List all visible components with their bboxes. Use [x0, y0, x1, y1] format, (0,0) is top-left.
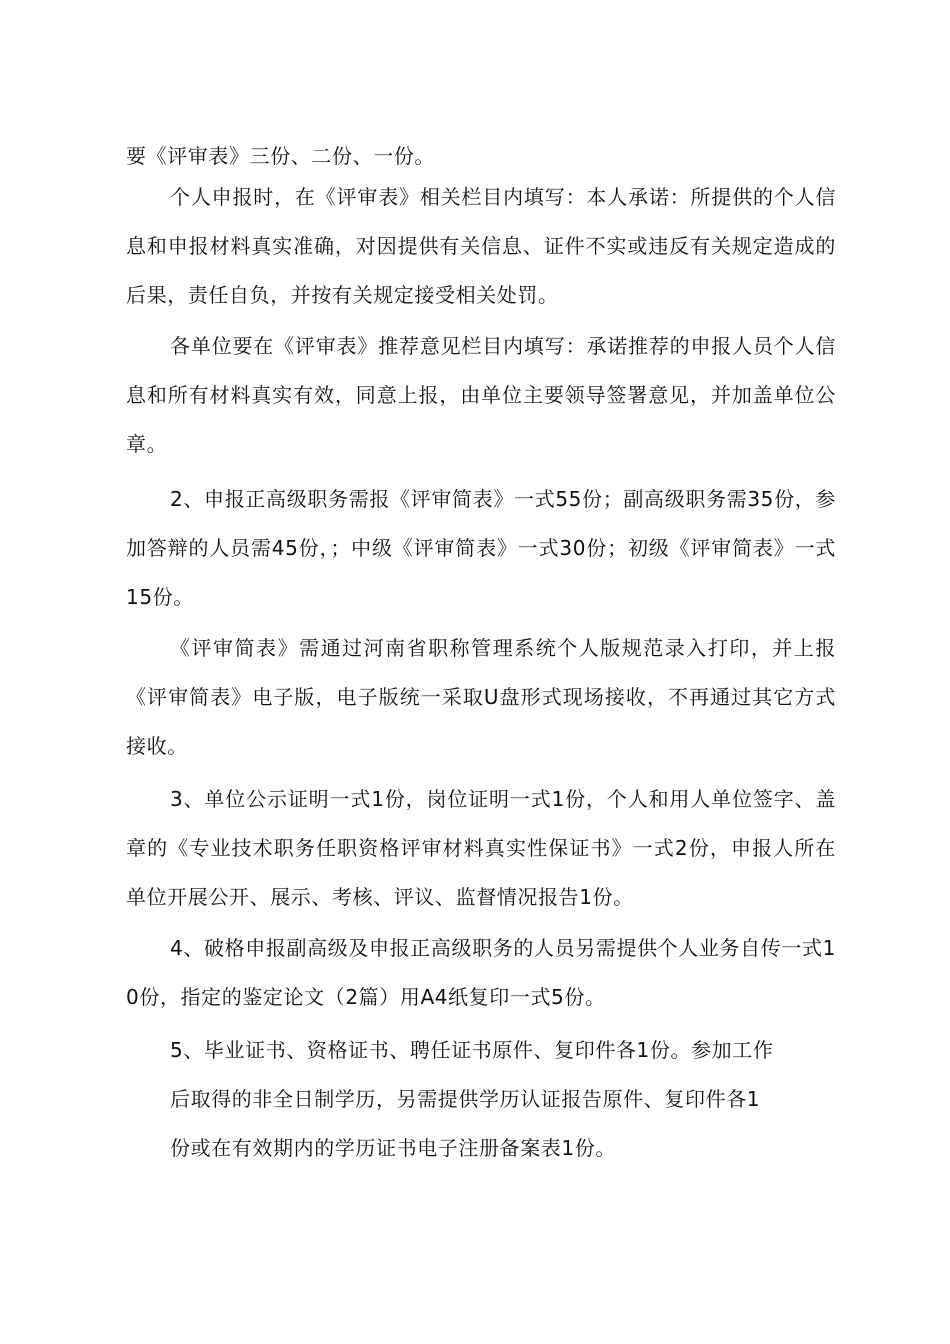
item-5-line-3: 份或在有效期内的学历证书电子注册备案表1份。 — [170, 1136, 616, 1160]
paragraph-item-3: 3、单位公示证明一式1份，岗位证明一式1份，个人和用人单位签字、盖章的《专业技术职务任职资格评审材料真实性保证书》一式2份，申报人所在单位开展公开、展示、考核、评议、监督情况报告1份。 — [126, 787, 836, 909]
paragraph-electronic-submission: 《评审简表》需通过河南省职称管理系统个人版规范录入打印，并上报《评审简表》电子版，电子版统一采取U盘形式现场接收，不再通过其它方式接收。 — [126, 636, 836, 758]
paragraph-item-2: 2、申报正高级职务需报《评审简表》一式55份；副高级职务需35份，参加答辩的人员需45份，；中级《评审简表》一式30份；初级《评审简表》一式15份。 — [126, 487, 836, 609]
paragraph-continuation: 要《评审表》三份、二份、一份。 — [126, 144, 435, 168]
item-5-line-1: 5、毕业证书、资格证书、聘任证书原件、复印件各1份。参加工作 — [170, 1038, 774, 1062]
paragraph-unit-recommendation: 各单位要在《评审表》推荐意见栏目内填写：承诺推荐的申报人员个人信息和所有材料真实有效，同意上报，由单位主要领导签署意见，并加盖单位公章。 — [126, 334, 836, 456]
item-5-line-2: 后取得的非全日制学历，另需提供学历认证报告原件、复印件各1 — [170, 1087, 761, 1111]
paragraph-personal-declaration: 个人申报时，在《评审表》相关栏目内填写：本人承诺：所提供的个人信息和申报材料真实准确，对因提供有关信息、证件不实或违反有关规定造成的后果，责任自负，并按有关规定接受相关处罚。 — [126, 185, 836, 307]
paragraph-item-5 — [126, 1026, 836, 1173]
paragraph-item-4: 4、破格申报副高级及申报正高级职务的人员另需提供个人业务自传一式10份，指定的鉴定论文（2篇）用A4纸复印一式5份。 — [126, 936, 836, 1009]
